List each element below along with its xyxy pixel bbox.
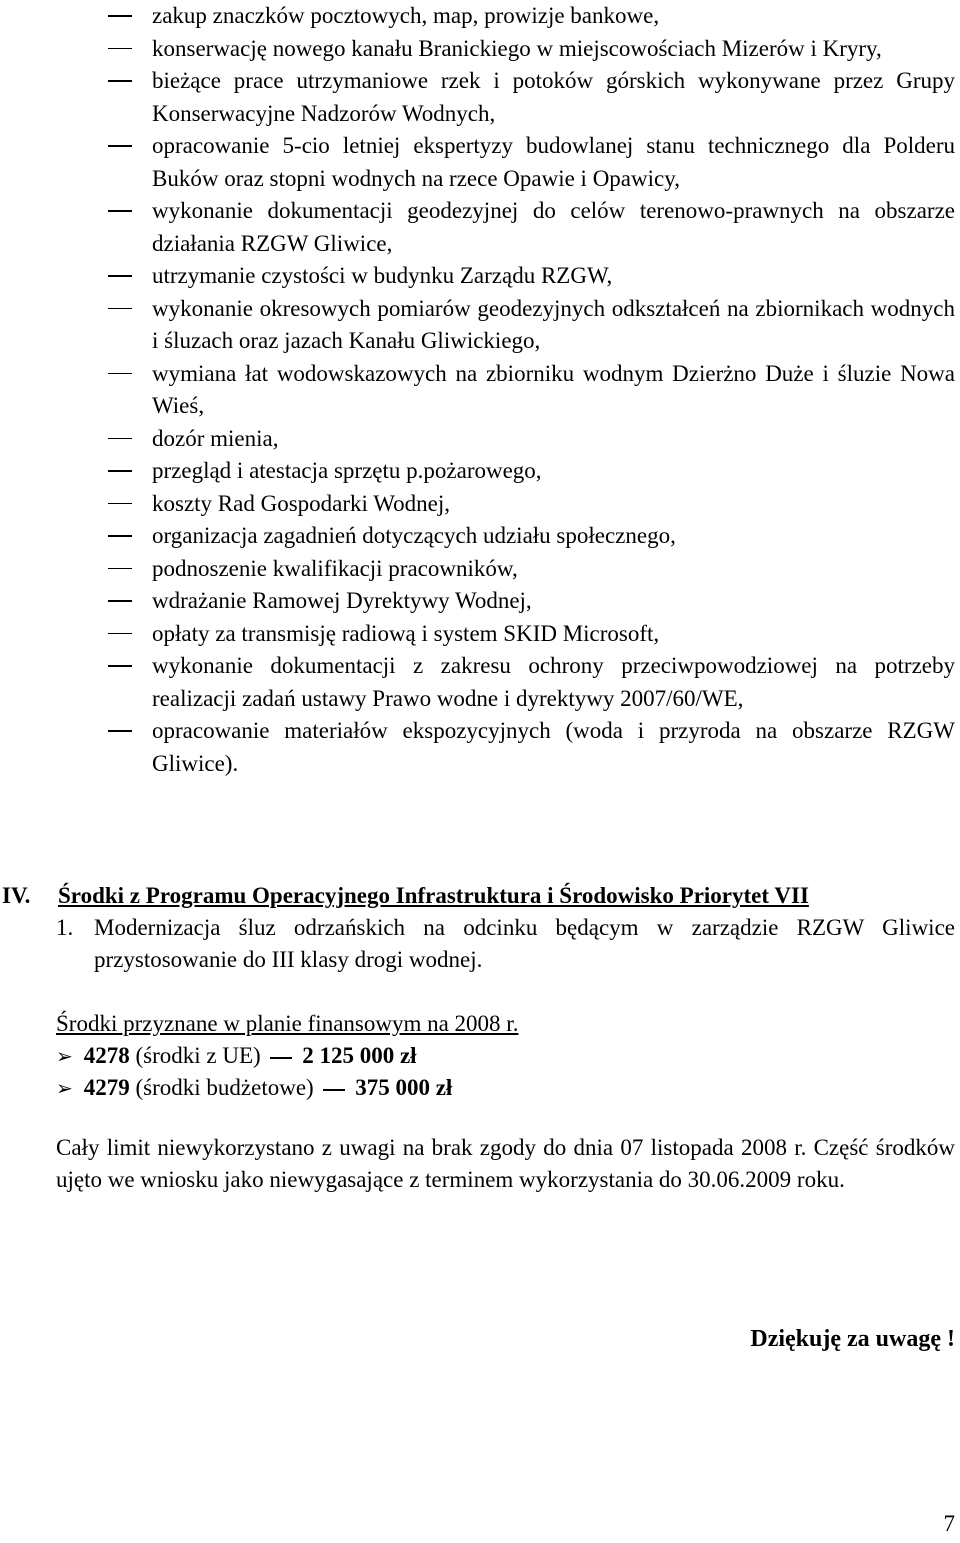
funds-heading: Środki przyznane w planie finansowym na 2008 r. [56,1011,519,1036]
list-item-text: opracowanie 5-cio letniej ekspertyzy budowlanej stanu technicznego dla Polderu Buków oraz stopni wodnych na rzece Opawie i Opawicy, [152,133,955,191]
list-item [0,618,960,651]
list-item [0,423,960,456]
list-item-text: koszty Rad Gospodarki Wodnej, [152,490,450,516]
list-item-text: utrzymanie czystości w budynku Zarządu RZGW, [152,263,613,288]
dash-bullet [108,275,132,277]
list-item [0,130,960,195]
dash-bullet [108,15,132,17]
dash-bullet [108,568,132,570]
dash-bullet [108,145,132,147]
dash-bullet [108,48,132,50]
fund-label: (środki z UE) [135,1043,261,1068]
section-title: Środki z Programu Operacyjnego Infrastruktura i Środowisko Priorytet VII [58,883,809,908]
fund-code: 4279 [83,1075,130,1100]
list-item [0,520,960,553]
list-item [0,650,960,715]
list-item [0,358,960,423]
fund-row-eu [56,1040,417,1073]
dash-bullet [108,600,132,602]
list-item-text: wymiana łat wodowskazowych na zbiorniku wodnym Dzierżno Duże i śluzie Nowa Wieś, [152,360,955,418]
fund-label: (środki budżetowe) [135,1075,314,1100]
dash-bullet [108,438,132,440]
dash-bullet [108,633,132,635]
item-text: Modernizacja śluz odrzańskich na odcinku będącym w zarządzie RZGW Gliwice przystosowanie do III klasy drogi wodnej. [94,915,955,972]
list-item [0,0,960,33]
item-number: 1. [56,915,74,940]
list-item [0,455,960,488]
list-item [0,553,960,586]
dash-bullet [108,503,132,505]
list-item-text: konserwację nowego kanału Branickiego w miejscowościach Mizerów i Kryry, [152,35,882,61]
list-item-text: dozór mienia, [152,425,279,451]
list-item-text: opracowanie materiałów ekspozycyjnych (woda i przyroda na obszarze RZGW Gliwice). [152,718,955,776]
closing-text: Dziękuję za uwagę ! [750,1326,955,1352]
list-item-text: podnoszenie kwalifikacji pracowników, [152,555,518,581]
list-item-text: zakup znaczków pocztowych, map, prowizje bankowe, [152,3,660,28]
section-number: IV. [2,883,31,908]
dash-separator [323,1089,345,1091]
dash-bullet [108,665,132,667]
limit-paragraph: Cały limit niewykorzystano z uwagi na brak zgody do dnia 07 listopada 2008 r. Część środków ujęto we wniosku jako niewygasające z terminem wykorzystania do 30.06.2009 roku. [56,1135,955,1192]
list-item [0,715,960,780]
list-item-text: wdrażanie Ramowej Dyrektywy Wodnej, [152,588,532,613]
fund-code: 4278 [83,1043,130,1068]
list-item-text: opłaty za transmisję radiową i system SKID Microsoft, [152,620,660,646]
list-item [0,293,960,358]
page-number: 7 [943,1511,955,1536]
dash-bullet [108,730,132,732]
numbered-item [56,912,955,976]
dash-bullet [108,80,132,82]
list-item-text: bieżące prace utrzymaniowe rzek i potoków górskich wykonywane przez Grupy Konserwacyjne Nadzorów Wodnych, [152,68,955,126]
list-item-text: organizacja zagadnień dotyczących udziału społecznego, [152,523,676,548]
dash-bullet [108,470,132,472]
list-item-text: wykonanie dokumentacji geodezyjnej do celów terenowo-prawnych na obszarze działania RZGW Gliwice, [152,198,955,256]
list-item [0,195,960,260]
dash-bullet [108,210,132,212]
list-item-text: wykonanie dokumentacji z zakresu ochrony przeciwpowodziowej na potrzeby realizacji zadań ustawy Prawo wodne i dyrektywy 2007/60/WE, [152,653,955,711]
list-item [0,488,960,521]
list-item [0,33,960,66]
dash-bullet [108,308,132,310]
dash-bullet [108,535,132,537]
dash-separator [270,1057,292,1059]
list-item [0,260,960,293]
list-item [0,585,960,618]
list-item-text: przegląd i atestacja sprzętu p.pożarowego, [152,458,542,483]
fund-row-budget [56,1072,452,1105]
fund-amount: 2 125 000 zł [302,1043,417,1068]
dash-bullet [108,373,132,375]
fund-amount: 375 000 zł [355,1075,453,1100]
arrow-bullet-icon: ➢ [56,1046,73,1068]
list-item [0,65,960,130]
list-item-text: wykonanie okresowych pomiarów geodezyjnych odkształceń na zbiornikach wodnych i śluzach oraz jazach Kanału Gliwickiego, [152,295,955,353]
arrow-bullet-icon: ➢ [56,1078,73,1100]
